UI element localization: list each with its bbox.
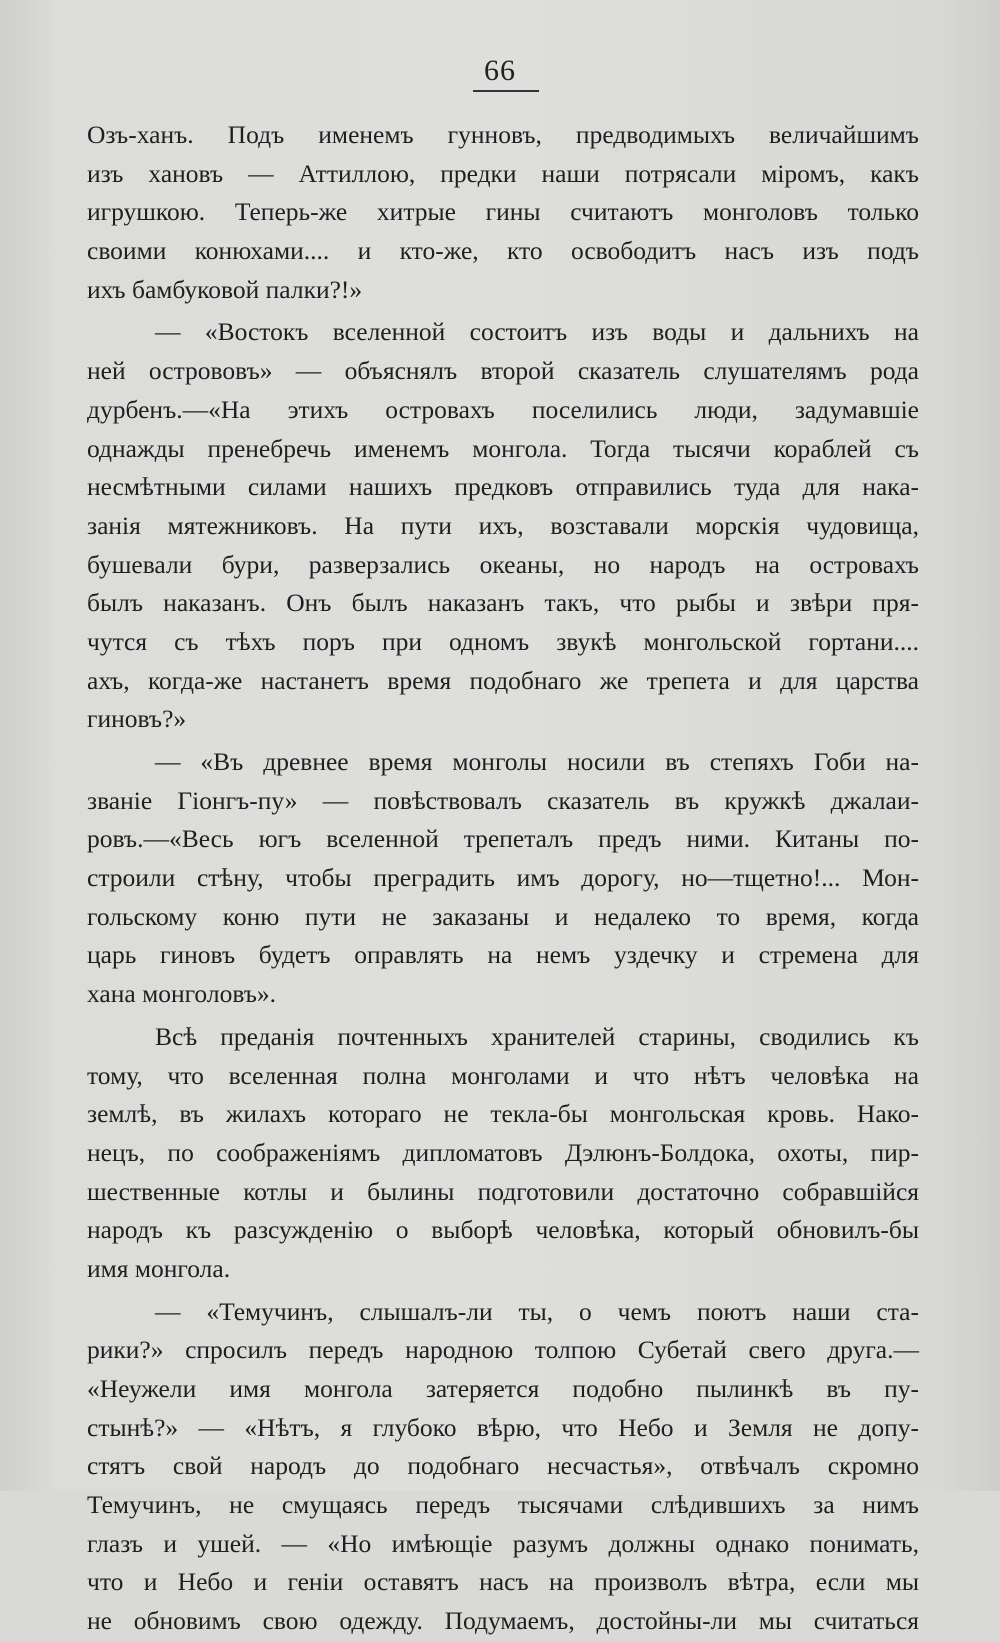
page-number-rule xyxy=(473,90,539,92)
text-line: чутся съ тѣхъ поръ при одномъ звукѣ монгольской гортани.... xyxy=(87,626,919,656)
text-line: царь гиновъ будетъ оправлять на немъ уздечку и стремена для xyxy=(87,940,919,970)
text-line: занія мятежниковъ. На пути ихъ, возставали морскія чудовища, xyxy=(87,510,919,540)
page-number: 66 xyxy=(484,54,516,87)
text-line: ахъ, когда-же настанетъ время подобнаго же трепета и для царства xyxy=(87,665,919,695)
text-line: строили стѣну, чтобы преградить имъ дорогу, но—тщетно!... Мон- xyxy=(87,863,919,893)
text-line: Темучинъ, не смущаясь передъ тысячами слѣдившихъ за нимъ xyxy=(87,1490,919,1520)
text-line: не обновимъ свою одежду. Подумаемъ, достойны-ли мы считаться xyxy=(87,1606,919,1636)
text-line: землѣ, въ жилахъ котораго не текла-бы монгольская кровь. Нако- xyxy=(87,1099,919,1129)
text-line: — «Темучинъ, слышалъ-ли ты, о чемъ поютъ наши ста- xyxy=(155,1296,919,1326)
text-line: несмѣтными силами нашихъ предковъ отправились туда для нака- xyxy=(87,472,919,502)
text-line: гольскому коню пути не заказаны и недалеко то время, когда xyxy=(87,901,919,931)
text-line: что и Небо и геніи оставятъ насъ на произволъ вѣтра, если мы xyxy=(87,1567,919,1597)
text-line: — «Востокъ вселенной состоитъ изъ воды и дальнихъ на xyxy=(155,317,919,347)
text-line: — «Въ древнее время монголы носили въ степяхъ Гоби на- xyxy=(155,747,919,776)
text-line: тому, что вселенная полна монголами и что нѣтъ человѣка на xyxy=(87,1060,919,1090)
text-line: нецъ, по соображеніямъ дипломатовъ Дэлюнъ-Болдока, охоты, пир- xyxy=(87,1137,919,1167)
text-line: хана монголовъ». xyxy=(87,979,277,1009)
text-line: рики?» спросилъ передъ народною толпою Субетай свего друга.— xyxy=(87,1335,919,1365)
text-line: былъ наказанъ. Онъ былъ наказанъ такъ, что рыбы и звѣри пря- xyxy=(87,588,919,618)
text-line: изъ хановъ — Аттиллою, предки наши потрясали міромъ, какъ xyxy=(87,158,919,188)
text-line: бушевали бури, разверзались океаны, но народъ на островахъ xyxy=(87,549,919,579)
text-line: ней острововъ» — объяснялъ второй сказатель слушателямъ рода xyxy=(87,356,919,386)
text-line: ихъ бамбуковой палки?!» xyxy=(87,274,363,304)
text-line: стятъ свой народъ до подобнаго несчастья», отвѣчалъ скромно xyxy=(87,1451,919,1481)
text-line: глазъ и ушей. — «Но имѣющіе разумъ должны однако понимать, xyxy=(87,1528,919,1558)
text-line: народъ къ разсужденію о выборѣ человѣка, который обновилъ-бы xyxy=(87,1215,919,1245)
text-line: ровъ.—«Весь югъ вселенной трепеталъ предъ ними. Китаны по- xyxy=(87,824,919,854)
text-line: однажды пренебречь именемъ монгола. Тогда тысячи кораблей съ xyxy=(87,433,919,463)
text-line: Озъ-ханъ. Подъ именемъ гунновъ, предводимыхъ величайшимъ xyxy=(87,120,919,149)
text-line: своими конюхами.... и кто-же, кто освободитъ насъ изъ подъ xyxy=(87,236,919,266)
text-line: имя монгола. xyxy=(87,1253,231,1283)
text-line: стынѣ?» — «Нѣтъ, я глубоко вѣрю, что Небо и Земля не допу- xyxy=(87,1412,919,1442)
text-line: шественные котлы и былины подготовили достаточно собравшійся xyxy=(87,1176,919,1206)
text-line: гиновъ?» xyxy=(87,704,187,734)
text-line: игрушкою. Теперь-же хитрые гины считаютъ монголовъ только xyxy=(87,197,919,227)
text-line: «Неужели имя монгола затеряется подобно пылинкѣ въ пу- xyxy=(87,1374,919,1403)
text-line: званіе Гіонгъ-пу» — повѣствовалъ сказатель въ кружкѣ джалаи- xyxy=(87,785,919,815)
text-line: дурбенъ.—«На этихъ островахъ поселились люди, задумавшіе xyxy=(87,394,919,424)
text-line: Всѣ преданія почтенныхъ хранителей старины, сводились къ xyxy=(155,1021,919,1051)
page-text xyxy=(87,116,919,1641)
